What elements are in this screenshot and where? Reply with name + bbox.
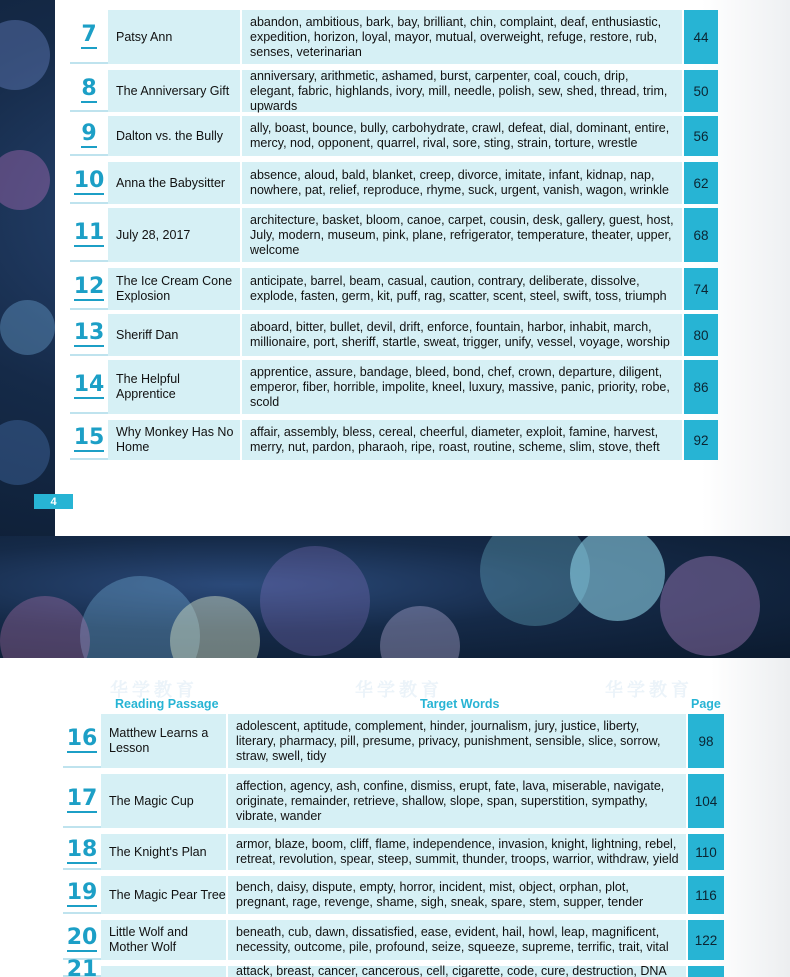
page-cell: 98: [686, 714, 724, 768]
contents-row: [70, 314, 718, 356]
passage-number-text: 8: [81, 76, 97, 102]
passage-number-text: 21: [67, 958, 98, 977]
contents-row: [70, 268, 718, 310]
contents-row: [70, 420, 718, 460]
passage-number-text: 9: [81, 121, 97, 147]
passage-title: Patsy Ann: [108, 10, 240, 64]
target-words: bench, daisy, dispute, empty, horror, incident, mist, object, orphan, plot, pregnant, rage, revenge, shame, sigh, sneak, spare, stem, supper, tender: [226, 876, 686, 914]
bokeh-background-middle: [0, 536, 790, 658]
contents-row: [70, 208, 718, 262]
contents-row: [63, 714, 724, 768]
target-words: aboard, bitter, bullet, devil, drift, enforce, fountain, harbor, inhabit, march, millionaire, port, sheriff, startle, sweat, trigger, unify, vessel, voyage, worship: [240, 314, 682, 356]
page-number-badge: 4: [34, 494, 73, 509]
header-reading-passage: Reading Passage: [115, 697, 219, 711]
target-words: attack, breast, cancer, cancerous, cell, cigarette, code, cure, destruction, DNA: [226, 966, 686, 977]
page-cell: 80: [682, 314, 718, 356]
bokeh-orb: [0, 420, 50, 485]
bokeh-orb: [0, 300, 55, 355]
passage-number-text: 19: [66, 880, 98, 906]
bokeh-orb: [380, 606, 460, 658]
passage-title: Why Monkey Has No Home: [108, 420, 240, 460]
contents-row: [63, 774, 724, 828]
bokeh-orb: [570, 536, 665, 621]
target-words: anniversary, arithmetic, ashamed, burst, carpenter, coal, couch, drip, elegant, fabric, highlands, ivory, mill, needle, polish, sew, shed, thread, trim, upwards: [240, 70, 682, 112]
page-cell: 50: [682, 70, 718, 112]
passage-number-text: 15: [73, 425, 105, 451]
target-words: architecture, basket, bloom, canoe, carpet, cousin, desk, gallery, guest, host, July, modern, museum, pink, plane, refrigerator, temperature, theater, upper, welcome: [240, 208, 682, 262]
bokeh-orb: [0, 596, 90, 658]
header-target-words: Target Words: [420, 697, 500, 711]
target-words: beneath, cub, dawn, dissatisfied, ease, evident, hail, howl, leap, magnificent, necessity, outcome, pile, profound, seize, squeeze, supreme, terrific, trait, vital: [226, 920, 686, 960]
bokeh-orb: [260, 546, 370, 656]
target-words: abandon, ambitious, bark, bay, brilliant, chin, complaint, deaf, enthusiastic, expedition, horizon, loyal, mayor, mutual, overweight, refuge, restore, rub, senses, veterinarian: [240, 10, 682, 64]
contents-row: [70, 360, 718, 414]
passage-number-text: 7: [81, 22, 97, 48]
contents-row: [70, 116, 718, 156]
passage-title: The Magic Pear Tree: [101, 876, 226, 914]
contents-row: [70, 70, 718, 112]
bokeh-orb: [0, 20, 50, 90]
page-cell: 68: [682, 208, 718, 262]
passage-number: [63, 956, 101, 977]
passage-number: [70, 360, 108, 414]
contents-row: [63, 834, 724, 870]
target-words: ally, boast, bounce, bully, carbohydrate, crawl, defeat, dial, dominant, entire, mercy, nod, opponent, quarrel, rival, sore, sting, strain, torture, wrestle: [240, 116, 682, 156]
passage-title: [101, 966, 226, 977]
page-cell: [686, 966, 724, 977]
page-cell: 86: [682, 360, 718, 414]
watermark-text: 华学教育: [110, 680, 198, 700]
target-words: apprentice, assure, bandage, bleed, bond, chef, crown, departure, diligent, emperor, fiber, horrible, impolite, kneel, luxury, massive, panic, priority, robe, scold: [240, 360, 682, 414]
passage-number: [63, 834, 101, 870]
contents-row: [70, 162, 718, 204]
target-words: affair, assembly, bless, cereal, cheerful, diameter, exploit, famine, harvest, merry, nut, pardon, pharaoh, ripe, roast, routine, scheme, slim, stove, theft: [240, 420, 682, 460]
watermark-text: 华学教育: [605, 680, 693, 700]
passage-title: Matthew Learns a Lesson: [101, 714, 226, 768]
passage-number: [70, 70, 108, 112]
contents-row: [70, 10, 718, 64]
page-cell: 44: [682, 10, 718, 64]
passage-title: The Helpful Apprentice: [108, 360, 240, 414]
contents-row: [63, 876, 724, 914]
page-cell: 116: [686, 876, 724, 914]
passage-title: July 28, 2017: [108, 208, 240, 262]
passage-title: Sheriff Dan: [108, 314, 240, 356]
passage-title: The Anniversary Gift: [108, 70, 240, 112]
passage-number-text: 11: [73, 220, 105, 246]
header-page: Page: [691, 697, 721, 711]
page-cell: 110: [686, 834, 724, 870]
page-cell: 62: [682, 162, 718, 204]
passage-number-text: 20: [66, 925, 98, 951]
passage-number: [70, 162, 108, 204]
passage-number: [70, 268, 108, 310]
passage-number: [63, 920, 101, 960]
contents-row: [63, 956, 724, 977]
target-words: anticipate, barrel, beam, casual, caution, contrary, deliberate, dissolve, explode, fasten, germ, kit, puff, rag, scatter, scent, steel, swift, toss, triumph: [240, 268, 682, 310]
passage-number-text: 14: [73, 372, 105, 398]
target-words: armor, blaze, boom, cliff, flame, independence, invasion, knight, lightning, rebel, retreat, revolution, spear, steep, summit, thunder, troops, warrior, withdraw, yield: [226, 834, 686, 870]
page-cell: 74: [682, 268, 718, 310]
page-cell: 104: [686, 774, 724, 828]
passage-number: [70, 314, 108, 356]
passage-number-text: 12: [73, 274, 105, 300]
passage-number-text: 10: [73, 168, 105, 194]
target-words: adolescent, aptitude, complement, hinder, journalism, jury, justice, liberty, literary, pharmacy, pill, presume, privacy, punishment, sensible, slice, sorrow, straw, swell, tidy: [226, 714, 686, 768]
watermark-text: 华学教育: [355, 680, 443, 700]
bokeh-orb: [660, 556, 760, 656]
passage-number-text: 18: [66, 837, 98, 863]
passage-number-text: 16: [66, 726, 98, 752]
bokeh-orb: [0, 150, 50, 210]
page-cell: 122: [686, 920, 724, 960]
target-words: absence, aloud, bald, blanket, creep, divorce, imitate, infant, kidnap, nap, nowhere, pat, relief, reproduce, rhyme, suck, urgent, vanish, wagon, wrinkle: [240, 162, 682, 204]
passage-title: The Magic Cup: [101, 774, 226, 828]
passage-number: [70, 10, 108, 64]
passage-number: [70, 208, 108, 262]
passage-title: The Knight's Plan: [101, 834, 226, 870]
passage-number: [63, 876, 101, 914]
passage-title: Anna the Babysitter: [108, 162, 240, 204]
page-cell: 56: [682, 116, 718, 156]
page-cell: 92: [682, 420, 718, 460]
passage-number-text: 13: [73, 320, 105, 346]
passage-number-text: 17: [66, 786, 98, 812]
target-words: affection, agency, ash, confine, dismiss, erupt, fate, lava, miserable, navigate, originate, remainder, retrieve, shallow, slope, span, superstition, sympathy, vibrate, wander: [226, 774, 686, 828]
passage-number: [70, 420, 108, 460]
passage-number: [70, 116, 108, 156]
passage-title: Little Wolf and Mother Wolf: [101, 920, 226, 960]
passage-title: The Ice Cream Cone Explosion: [108, 268, 240, 310]
passage-title: Dalton vs. the Bully: [108, 116, 240, 156]
passage-number: [63, 774, 101, 828]
passage-number: [63, 714, 101, 768]
contents-row: [63, 920, 724, 960]
